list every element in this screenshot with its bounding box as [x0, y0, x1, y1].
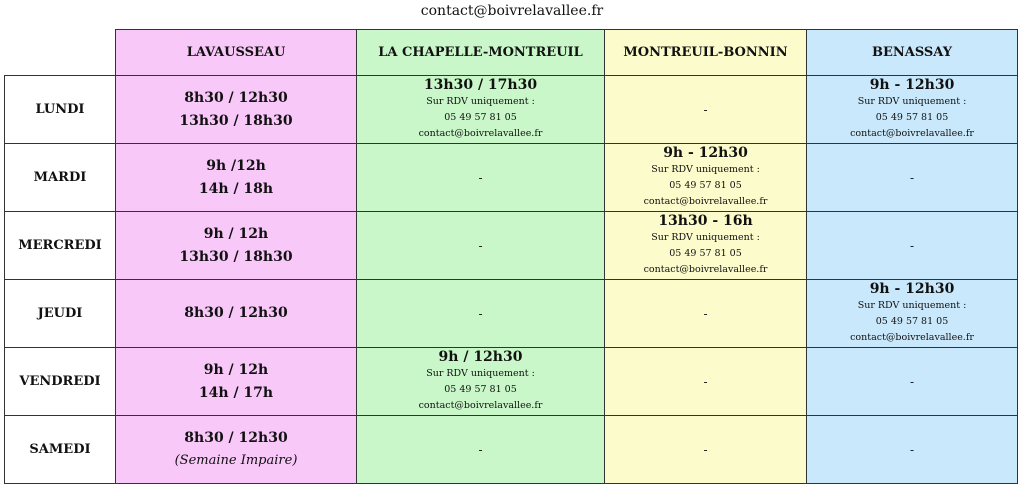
cell-la-chapelle-montreuil — [357, 212, 605, 280]
cell-la-chapelle-montreuil — [357, 416, 605, 484]
closed-dash: - — [478, 442, 483, 457]
closed-dash: - — [478, 306, 483, 321]
rdv-email: contact@boivrelavallee.fr — [643, 264, 768, 275]
closed-dash: - — [909, 442, 915, 457]
opening-hours-table — [4, 29, 1018, 484]
rdv-email: contact@boivrelavallee.fr — [850, 332, 974, 343]
col-header-benassay: BENASSAY — [807, 30, 1018, 76]
lavausseau-hours: 9h / 12h — [203, 361, 269, 378]
day-label: SAMEDI — [5, 416, 116, 484]
cell-montreuil-bonnin — [605, 212, 807, 280]
rdv-email: contact@boivrelavallee.fr — [418, 400, 543, 411]
day-row-mercredi — [5, 212, 1018, 280]
lavausseau-hours: 13h30 / 18h30 — [179, 248, 293, 265]
slot-hours: 9h - 12h30 — [869, 77, 955, 93]
rdv-email: contact@boivrelavallee.fr — [418, 128, 543, 139]
day-row-jeudi — [5, 280, 1018, 348]
day-row-samedi — [5, 416, 1018, 484]
rdv-phone: 05 49 57 81 05 — [444, 384, 517, 395]
closed-dash: - — [478, 170, 483, 185]
rdv-phone: 05 49 57 81 05 — [875, 316, 949, 327]
cell-montreuil-bonnin — [605, 280, 807, 348]
cell-benassay — [807, 280, 1018, 348]
cell-lavausseau — [116, 348, 357, 416]
rdv-phone: 05 49 57 81 05 — [669, 248, 742, 259]
closed-dash: - — [703, 306, 708, 321]
cell-la-chapelle-montreuil — [357, 348, 605, 416]
day-row-lundi — [5, 76, 1018, 144]
cell-benassay — [807, 144, 1018, 212]
rdv-phone: 05 49 57 81 05 — [875, 112, 949, 123]
cell-montreuil-bonnin — [605, 416, 807, 484]
closed-dash: - — [703, 374, 708, 389]
rdv-label: Sur RDV uniquement : — [426, 368, 535, 379]
lavausseau-hours: 14h / 18h — [198, 180, 274, 197]
cell-lavausseau — [116, 416, 357, 484]
slot-hours: 13h30 / 17h30 — [423, 77, 538, 93]
rdv-label: Sur RDV uniquement : — [651, 164, 760, 175]
cell-la-chapelle-montreuil — [357, 280, 605, 348]
rdv-phone: 05 49 57 81 05 — [669, 180, 742, 191]
cell-benassay — [807, 212, 1018, 280]
day-label: JEUDI — [5, 280, 116, 348]
col-header-la-chapelle-montreuil: LA CHAPELLE-MONTREUIL — [357, 30, 605, 76]
closed-dash: - — [909, 374, 915, 389]
day-row-mardi — [5, 144, 1018, 212]
rdv-email: contact@boivrelavallee.fr — [643, 196, 768, 207]
header-row — [5, 30, 1018, 76]
cell-montreuil-bonnin — [605, 144, 807, 212]
slot-hours: 9h - 12h30 — [663, 145, 748, 161]
rdv-label: Sur RDV uniquement : — [857, 96, 967, 107]
cell-montreuil-bonnin — [605, 348, 807, 416]
lavausseau-hours: 8h30 / 12h30 — [184, 89, 288, 106]
closed-dash: - — [703, 102, 708, 117]
cell-lavausseau — [116, 76, 357, 144]
cell-benassay — [807, 416, 1018, 484]
lavausseau-note: (Semaine Impaire) — [174, 453, 298, 468]
lavausseau-hours: 14h / 17h — [198, 384, 274, 401]
day-label: MARDI — [5, 144, 116, 212]
cell-lavausseau — [116, 212, 357, 280]
corner-cell — [5, 30, 116, 76]
closed-dash: - — [478, 238, 483, 253]
lavausseau-hours: 13h30 / 18h30 — [179, 112, 293, 129]
contact-email-header: contact@boivrelavallee.fr — [420, 3, 604, 19]
cell-lavausseau — [116, 280, 357, 348]
lavausseau-hours: 8h30 / 12h30 — [184, 305, 288, 321]
cell-lavausseau — [116, 144, 357, 212]
cell-la-chapelle-montreuil — [357, 76, 605, 144]
slot-hours: 9h - 12h30 — [869, 281, 955, 297]
day-label: VENDREDI — [5, 348, 116, 416]
closed-dash: - — [703, 442, 708, 457]
slot-hours: 13h30 - 16h — [658, 213, 753, 229]
col-header-lavausseau: LAVAUSSEAU — [116, 30, 357, 76]
closed-dash: - — [909, 170, 915, 185]
cell-montreuil-bonnin — [605, 76, 807, 144]
lavausseau-hours: 8h30 / 12h30 — [184, 430, 288, 446]
day-label: LUNDI — [5, 76, 116, 144]
rdv-label: Sur RDV uniquement : — [651, 232, 760, 243]
day-row-vendredi — [5, 348, 1018, 416]
lavausseau-hours: 9h /12h — [206, 157, 266, 174]
rdv-email: contact@boivrelavallee.fr — [850, 128, 974, 139]
lavausseau-hours: 9h / 12h — [203, 225, 269, 242]
cell-benassay — [807, 76, 1018, 144]
cell-la-chapelle-montreuil — [357, 144, 605, 212]
col-header-montreuil-bonnin: MONTREUIL-BONNIN — [605, 30, 807, 76]
cell-benassay — [807, 348, 1018, 416]
slot-hours: 9h / 12h30 — [438, 349, 523, 365]
rdv-label: Sur RDV uniquement : — [857, 300, 967, 311]
rdv-phone: 05 49 57 81 05 — [444, 112, 517, 123]
closed-dash: - — [909, 238, 915, 253]
day-label: MERCREDI — [5, 212, 116, 280]
rdv-label: Sur RDV uniquement : — [426, 96, 535, 107]
